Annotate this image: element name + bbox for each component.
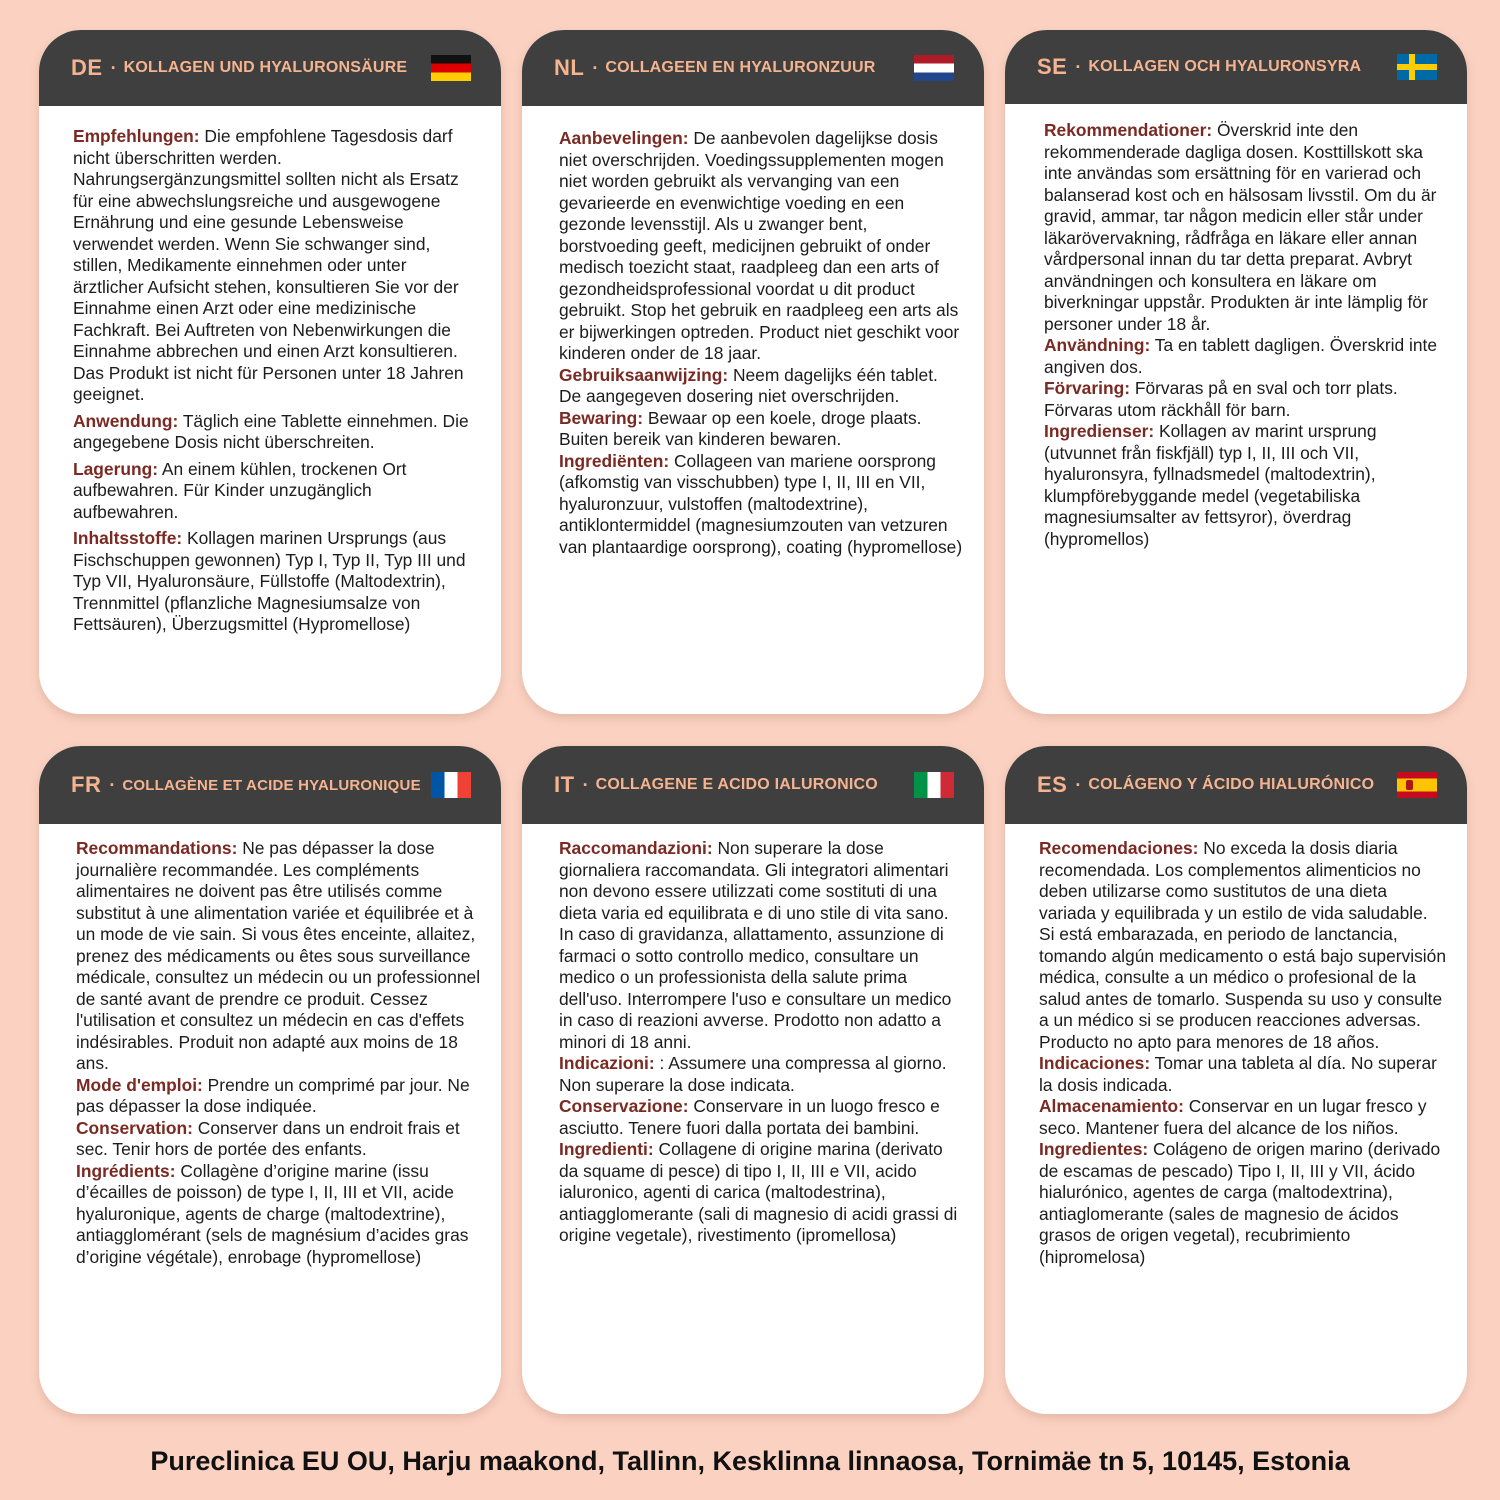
- section-usage: Indicaciones: Tomar una tableta al día. No superar la dosis indicada.: [1039, 1053, 1437, 1095]
- card-title: COLLAGENE E ACIDO IALURONICO: [595, 776, 878, 793]
- section-storage: Almacenamiento: Conservar en un lugar fresco y seco. Mantener fuera del alcance de los niños.: [1039, 1096, 1427, 1138]
- italian-flag-icon: [914, 772, 954, 798]
- section-storage: Lagerung: An einem kühlen, trockenen Ort aufbewahren. Für Kinder unzugänglich aufbewahren.: [73, 458, 407, 522]
- card-body: [1005, 104, 1467, 550]
- card-body: [39, 824, 501, 1268]
- section-recommendations: Recommandations: Ne pas dépasser la dose journalière recommandée. Les compléments alimentaires ne doivent pas être utilisés comme substitut à une alimentation variée et équilibrée et à un mode de vie sain. Si vous êtes enceinte, allaitez, prenez des médicaments ou êtes sous surveillance médicale, consultez un médecin ou un professionnel de santé avant de prendre ce produit. Cessez l'utilisation et consultez un médecin en cas d'effets indésirables. Produit non adapté aux moins de 18 ans.: [76, 838, 481, 1073]
- card-header: IT · COLLAGENE E ACIDO IALURONICO: [522, 746, 984, 824]
- card-title: KOLLAGEN OCH HYALURONSYRA: [1088, 58, 1362, 75]
- language-code: NL: [554, 55, 585, 80]
- section-ingredients: Ingredienti: Collagene di origine marina (derivato da squame di pesce) di tipo I, II, III e VII, acido ialuronico, agenti di carica (maltodestrina), antiagglomerante (sali di magnesio di acidi grassi di origine vegetale), rivestimento (ipromellosa): [559, 1139, 958, 1245]
- card-it: [522, 746, 984, 1414]
- swedish-flag-icon: [1397, 54, 1437, 80]
- card-header: ES · COLÁGENO Y ÁCIDO HIALURÓNICO: [1005, 746, 1467, 824]
- language-code: IT: [554, 772, 575, 797]
- section-recommendations: Rekommendationer: Överskrid inte den rekommenderade dagliga dosen. Kosttillskott ska inte användas som ersättning för en varierad och balanserad kost och en hälsosam livsstil. Om du är gravid, ammar, tar någon medicin eller står under läkarövervakning, rådfråga en läkare eller annan vårdpersonal innan du tar detta preparat. Avbryt användningen och konsultera en läkare om biverkningar uppstår. Produkten är inte lämplig för personer under 18 år.: [1044, 120, 1437, 334]
- section-ingredients: Ingrédients: Collagène d’origine marine (issu d’écailles de poisson) de type I, II, III et VII, acide hyaluronique, agents de charge (maltodextrine), antiagglomérant (sels de magnésium d’acides gras d’origine végétale), enrobage (hypromellose): [76, 1160, 469, 1267]
- section-ingredients: Ingredienser: Kollagen av marint ursprung (utvunnet från fiskfjäll) typ I, II, III och VII, hyaluronsyra, fyllnadsmedel (maltodextrin), klumpförebyggande medel (vegetabiliska magnesiumsalter av fettsyror), överdrag (hypromellos): [1044, 421, 1377, 549]
- card-body: [1005, 824, 1467, 1268]
- section-usage: Användning: Ta en tablett dagligen. Överskrid inte angiven dos.: [1044, 335, 1438, 377]
- german-flag-icon: [431, 55, 471, 81]
- language-code: FR: [71, 772, 102, 797]
- card-title: COLLAGEEN EN HYALURONZUUR: [605, 59, 876, 76]
- card-title: KOLLAGEN UND HYALURONSÄURE: [123, 59, 408, 76]
- card-se: [1005, 30, 1467, 714]
- card-header: FR · COLLAGÈNE ET ACIDE HYALURONIQUE: [39, 746, 501, 824]
- card-body: [39, 106, 501, 636]
- spanish-flag-icon: [1397, 772, 1437, 798]
- section-ingredients: Ingrediënten: Collageen van mariene oorsprong (afkomstig van visschubben) type I, II, III en VII, hyaluronzuur, vulstoffen (maltodextrine), antiklontermiddel (magnesiumzouten van vetzuren van plantaardige oorsprong), coating (hypromellose): [559, 450, 963, 557]
- section-storage: Conservazione: Conservare in un luogo fresco e asciutto. Tenere fuori dalla portata dei bambini.: [559, 1096, 940, 1138]
- company-address: Pureclinica EU OU, Harju maakond, Tallinn, Kesklinna linnaosa, Tornimäe tn 5, 10145, Estonia: [150, 1446, 1350, 1476]
- section-recommendations: Recomendaciones: No exceda la dosis diaria recomendada. Los complementos alimenticios no deben utilizarse como sustitutos de una dieta variada y equilibrada y un estilo de vida saludable. Si está embarazada, en periodo de lanctancia, tomando algún medicamento o está bajo supervisión médica, consulte a un médico o profesional de la salud antes de tomarlo. Suspenda su uso y consulte a un médico si se producen reacciones adversas. Producto no apto para menores de 18 años.: [1039, 838, 1446, 1052]
- section-recommendations: Raccomandazioni: Non superare la dose giornaliera raccomandata. Gli integratori alimentari non devono essere utilizzati come sostituti di una dieta varia ed equilibrata e di uno stile di vita sano. In caso di gravidanza, allattamento, assunzione di farmaci o sotto controllo medico, consultare un medico o un professionista della salute prima dell'uso. Interrompere l'uso e consultare un medico in caso di reazioni avverse. Prodotto non adatto a minori di 18 anni.: [559, 838, 952, 1052]
- card-de: [39, 30, 501, 714]
- card-header: SE · KOLLAGEN OCH HYALURONSYRA: [1005, 30, 1467, 104]
- card-body: [522, 106, 984, 558]
- card-body: [522, 824, 984, 1247]
- section-usage: Anwendung: Täglich eine Tablette einnehmen. Die angegebene Dosis nicht überschreiten.: [73, 410, 469, 452]
- card-header: NL · COLLAGEEN EN HYALURONZUUR: [522, 30, 984, 106]
- card-title: COLLAGÈNE ET ACIDE HYALURONIQUE: [122, 776, 421, 794]
- section-storage: Bewaring: Bewaar op een koele, droge plaats. Buiten bereik van kinderen bewaren.: [559, 407, 922, 449]
- french-flag-icon: [431, 772, 471, 798]
- section-storage: Förvaring: Förvaras på en sval och torr plats. Förvaras utom räckhåll för barn.: [1044, 378, 1398, 420]
- language-code: ES: [1037, 772, 1068, 797]
- language-code: SE: [1037, 54, 1068, 79]
- card-fr: [39, 746, 501, 1414]
- section-recommendations: Empfehlungen: Die empfohlene Tagesdosis darf nicht überschritten werden. Nahrungsergänzungsmittel sollten nicht als Ersatz für eine abwechslungsreiche und ausgewogene Ernährung und eine gesunde Lebensweise verwendet werden. Wenn Sie schwanger sind, stillen, Medikamente einnehmen oder unter ärztlicher Aufsicht stehen, konsultieren Sie vor der Einnahme einen Arzt oder eine medizinische Fachkraft. Bei Auftreten von Nebenwirkungen die Einnahme abbrechen und einen Arzt konsultieren. Das Produkt ist nicht für Personen unter 18 Jahren geeignet.: [73, 126, 464, 404]
- section-usage: Gebruiksaanwijzing: Neem dagelijks één tablet. De aangegeven dosering niet overschrijden.: [559, 364, 938, 406]
- card-nl: [522, 30, 984, 714]
- section-storage: Conservation: Conserver dans un endroit frais et sec. Tenir hors de portée des enfants.: [76, 1117, 460, 1159]
- card-es: [1005, 746, 1467, 1414]
- section-ingredients: Ingredientes: Colágeno de origen marino (derivado de escamas de pescado) Tipo I, II, III y VII, ácido hialurónico, agentes de carga (maltodextrina), antiaglomerante (sales de magnesio de ácidos grasos de origen vegetal), recubrimiento (hipromelosa): [1039, 1139, 1441, 1267]
- dutch-flag-icon: [914, 55, 954, 81]
- section-ingredients: Inhaltsstoffe: Kollagen marinen Ursprungs (aus Fischschuppen gewonnen) Typ I, Typ II, Typ III und Typ VII, Hyaluronsäure, Füllstoffe (Maltodextrin), Trennmittel (pflanzliche Magnesiumsalze von Fettsäuren), Überzugsmittel (Hypromellose): [73, 528, 466, 634]
- section-recommendations: Aanbevelingen: De aanbevolen dagelijkse dosis niet overschrijden. Voedingssupplementen mogen niet worden gebruikt als vervanging van een gevarieerde en evenwichtige voeding en een gezonde levensstijl. Als u zwanger bent, borstvoeding geeft, medicijnen gebruikt of onder medisch toezicht staat, raadpleeg dan een arts of gezondheidsprofessional voordat u dit product gebruikt. Stop het gebruik en raadpleeg een arts als er bijwerkingen optreden. Product niet geschikt voor kinderen onder de 18 jaar.: [559, 128, 960, 363]
- card-header: DE · KOLLAGEN UND HYALURONSÄURE: [39, 30, 501, 106]
- section-usage: Indicazioni: : Assumere una compressa al giorno. Non superare la dose indicata.: [559, 1053, 947, 1095]
- card-title: COLÁGENO Y ÁCIDO HIALURÓNICO: [1088, 776, 1375, 793]
- section-usage: Mode d'emploi: Prendre un comprimé par jour. Ne pas dépasser la dose indiquée.: [76, 1074, 470, 1116]
- language-code: DE: [71, 55, 103, 80]
